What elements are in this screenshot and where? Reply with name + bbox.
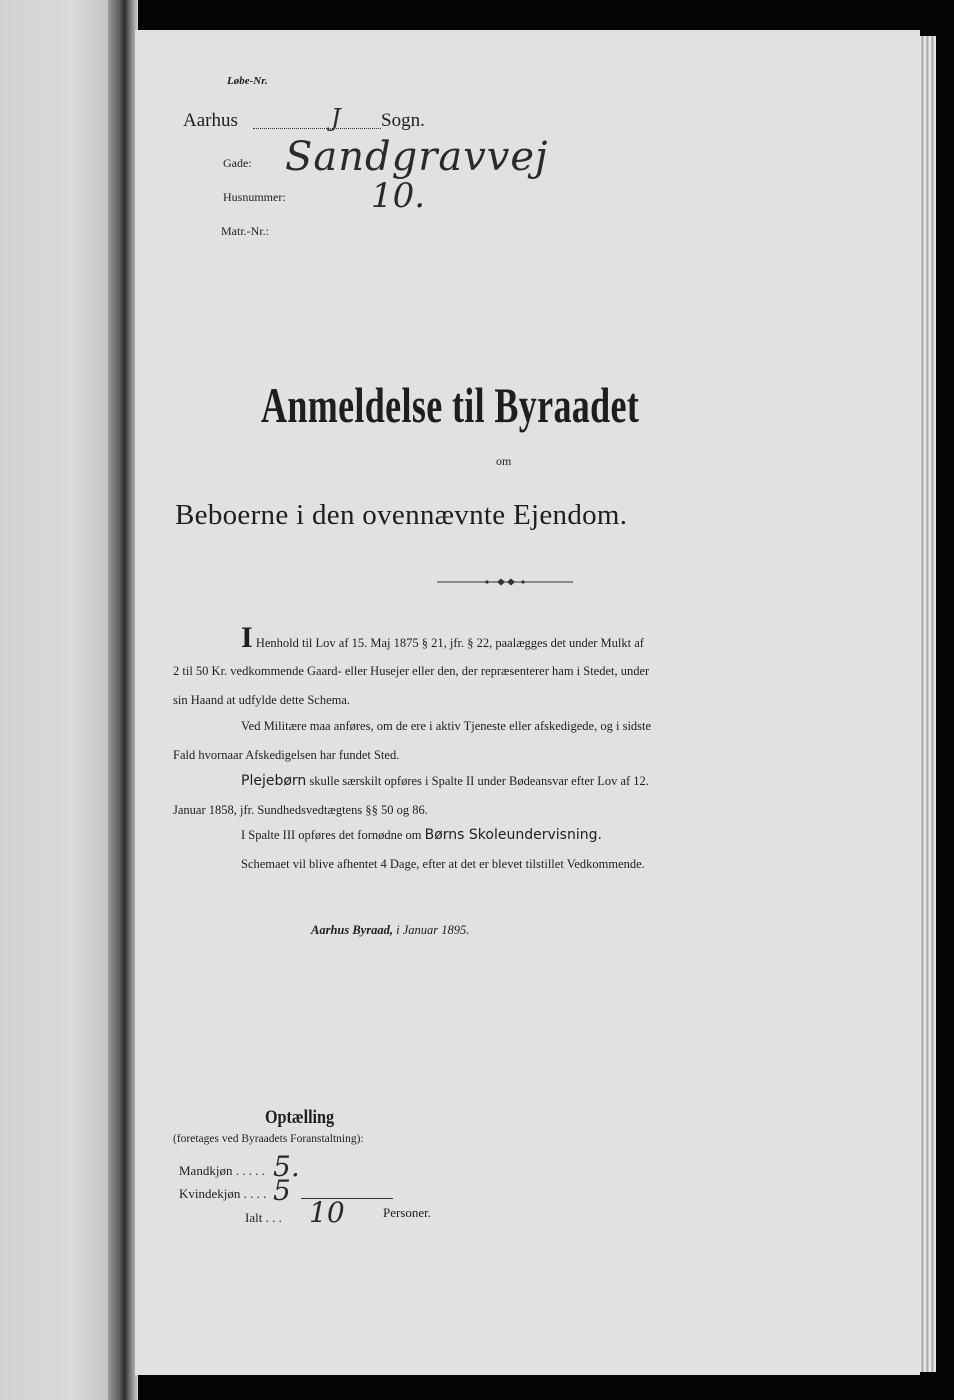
- paragraph-5: Schemaet vil blive afhentet 4 Dage, efter at det er blevet tilstillet Vedkommende.: [241, 857, 645, 871]
- ornament-diamond: [507, 579, 515, 586]
- personer-label: Personer.: [383, 1205, 432, 1220]
- loebe-nr-label: Løbe-Nr.: [227, 75, 268, 87]
- count-kvinde-row: Kvindekjøn . . . .: [179, 1186, 267, 1201]
- husnummer-label: Husnummer:: [223, 190, 286, 204]
- paragraph-4-emphasis: Børns Skoleundervisning.: [424, 827, 602, 843]
- gade-handwritten-value: Sandgravvej: [285, 134, 549, 180]
- gade-label: Gade:: [223, 156, 252, 170]
- kvinde-label: Kvindekjøn: [179, 1186, 241, 1201]
- paragraph-2-line-1: Ved Militære maa anføres, om de ere i aktiv Tjeneste eller afskedigede, og i sidste: [241, 719, 652, 733]
- title-om: om: [496, 454, 512, 468]
- paragraph-3-line-1-text: skulle særskilt opføres i Spalte II under Bødeansvar efter Lov af 12.: [309, 774, 649, 788]
- signature-date: i Januar 1895.: [396, 923, 470, 937]
- kvinde-handwritten-value: 5: [273, 1174, 291, 1207]
- count-ialt-row: Ialt . . .: [245, 1210, 282, 1225]
- mand-label: Mandkjøn: [179, 1163, 233, 1178]
- husnummer-handwritten-value: 10.: [371, 176, 426, 216]
- count-title: Optælling: [265, 1107, 335, 1128]
- ornament-diamond: [497, 579, 505, 586]
- document-subtitle: Beboerne i den ovennævnte Ejendom.: [175, 499, 628, 531]
- paragraph-4-text: I Spalte III opføres det fornødne om: [241, 828, 422, 842]
- city-label: Aarhus: [183, 110, 238, 131]
- book-spine: [108, 0, 138, 1400]
- paragraph-2-line-2: Fald hvornaar Afskedigelsen har fundet Sted.: [173, 748, 400, 762]
- paragraph-1-line-3: sin Haand at udfylde dette Schema.: [173, 693, 351, 707]
- mand-handwritten-value: 5.: [273, 1150, 300, 1183]
- signature-line: [311, 923, 469, 938]
- sogn-label: Sogn.: [381, 110, 425, 131]
- paragraph-1-line-1-text: Henhold til Lov af 15. Maj 1875 § 21, jfr. § 22, paalægges det under Mulkt af: [255, 636, 644, 650]
- paragraph-4: [241, 827, 602, 843]
- matr-nr-label: Matr.-Nr.:: [221, 224, 269, 238]
- previous-page: [0, 0, 122, 1400]
- ornament-dot: [485, 580, 488, 583]
- count-mand-row: Mandkjøn . . . . .: [179, 1163, 265, 1178]
- paragraph-1-initial: I: [241, 621, 253, 654]
- ornament-dot: [521, 580, 524, 583]
- ornament-divider: [437, 576, 573, 588]
- sogn-handwritten-value: J: [331, 104, 341, 132]
- document-title: Anmeldelse til Byraadet: [261, 377, 640, 433]
- paragraph-3-line-1: [241, 773, 649, 789]
- paragraph-1-line-2: 2 til 50 Kr. vedkommende Gaard- eller Husejer eller den, der repræsenterer ham i Stedet, under: [173, 664, 650, 678]
- ialt-label: Ialt: [245, 1210, 263, 1225]
- sogn-fill-line: [253, 128, 381, 129]
- form-page: [135, 30, 920, 1375]
- ialt-handwritten-value: 10: [309, 1196, 345, 1229]
- count-subtitle: (foretages ved Byraadets Foranstaltning):: [173, 1133, 364, 1145]
- paragraph-3-emphasis: Plejebørn: [241, 773, 307, 789]
- paragraph-3-line-2: Januar 1858, jfr. Sundhedsvedtægtens §§ 50 og 86.: [173, 803, 428, 817]
- paragraph-1-line-1: [241, 621, 644, 654]
- signature-org: Aarhus Byraad,: [311, 923, 393, 937]
